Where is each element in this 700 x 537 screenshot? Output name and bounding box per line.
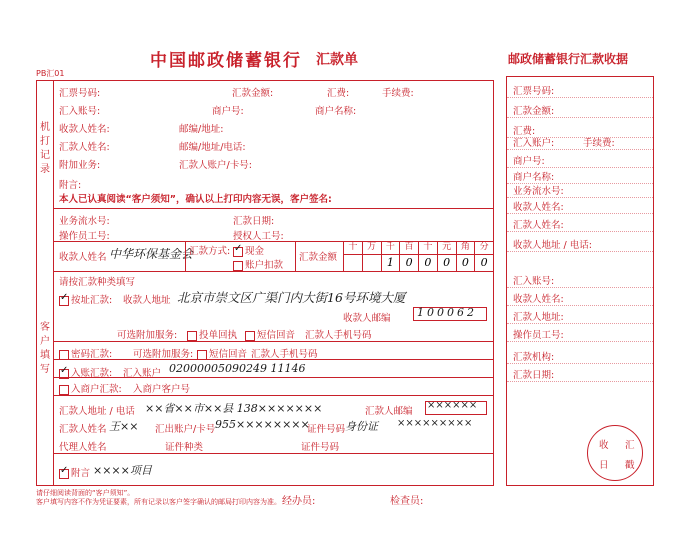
- date-stamp: [587, 425, 643, 481]
- receipt-field-label: 汇票号码:: [513, 86, 555, 97]
- receipt-field-line: [507, 251, 653, 252]
- digit-header: 十: [344, 241, 362, 255]
- receipt-field-line: [507, 231, 653, 232]
- digit-cell[interactable]: [399, 241, 418, 271]
- receipt-field-label: 汇款人姓名:: [513, 220, 564, 231]
- receipt-field-line: [507, 97, 653, 98]
- method-cash[interactable]: ✓ 现金: [233, 243, 264, 257]
- agent-id-type-label: 证件种类: [165, 442, 204, 453]
- receipt-field-line: [507, 341, 653, 342]
- digit-header: 元: [438, 241, 456, 255]
- digit-header: 万: [363, 241, 381, 255]
- receipt-field-line: [507, 117, 653, 118]
- footer-note2: 客户填写内容不作为凭证要素，所有记录以客户签字确认的邮局打印内容为准。: [36, 498, 281, 506]
- sender-name-field-label: 汇款人姓名: [59, 424, 107, 435]
- receipt-field-label: 业务流水号:: [513, 186, 564, 197]
- amount-label: 汇款金额:: [232, 88, 274, 99]
- receipt-title: 邮政储蓄银行汇款收据: [508, 52, 629, 66]
- stamp-text-4: 戳: [625, 460, 635, 471]
- checker-label: 检查员:: [390, 496, 424, 507]
- extra2-phone-label: 汇款人手机号码: [251, 349, 318, 360]
- sender-addr-field-label: 汇款人地址 / 电话: [59, 406, 135, 417]
- confirm-text: 本人已认真阅读“客户须知”，确认以上打印内容无误，客户签名:: [59, 194, 332, 205]
- merchant-name-label: 商户名称:: [315, 106, 357, 117]
- receipt-field-line: [507, 167, 653, 168]
- receipt-panel: [506, 76, 654, 486]
- sender-name-label: 汇款人姓名:: [59, 142, 110, 153]
- operator-label: 操作员工号:: [59, 231, 110, 242]
- payee-label: 收款人姓名: [59, 252, 107, 263]
- method-account[interactable]: 账户扣款: [233, 257, 283, 271]
- digit-cell[interactable]: [418, 241, 437, 271]
- digit-cell[interactable]: [456, 241, 475, 271]
- zip-label: 收款人邮编: [343, 313, 391, 324]
- sender-addr-label: 邮编/地址/电话:: [179, 142, 246, 153]
- addr-remit-check[interactable]: ✓按址汇款:: [59, 292, 112, 306]
- receipt-field-label: 收款人姓名:: [513, 202, 564, 213]
- bank-title: 中国邮政储蓄银行: [150, 51, 302, 71]
- digit-header: 百: [400, 241, 418, 255]
- receipt-field-label: 汇入账号:: [513, 276, 555, 287]
- sender-addr-value: ××省××市××县 138×××××××: [145, 402, 323, 415]
- receipt-field-label: 商户号:: [513, 156, 545, 167]
- receipt-field-line: [507, 381, 653, 382]
- payee-value: 中华环保基金会: [109, 247, 194, 261]
- sender-zip-label: 汇款人邮编: [365, 406, 413, 417]
- receipt-field-line: [507, 363, 653, 364]
- footer-note1: 请仔细阅读背面的“客户须知”。: [36, 489, 135, 497]
- receipt-field-label: 汇款人地址:: [513, 312, 564, 323]
- id-no-field-label: 证件号码: [307, 424, 346, 435]
- id-no-value: ×××××××××: [397, 418, 473, 429]
- digit-value: 0: [480, 256, 488, 269]
- password-remit[interactable]: 密码汇款:: [59, 346, 112, 360]
- extra1-receipt[interactable]: 投单回执: [187, 327, 237, 341]
- merchant-remit-check[interactable]: 入商户汇款:: [59, 381, 122, 395]
- receipt-field-label: 汇入账户:: [513, 138, 555, 149]
- amount-field-label: 汇款金额: [299, 252, 338, 263]
- handling-fee-label: 手续费:: [382, 88, 414, 99]
- stamp-text-2: 汇: [625, 440, 635, 451]
- draft-no-label: 汇票号码:: [59, 88, 101, 99]
- stamp-text-1: 收: [599, 440, 609, 451]
- digit-cell[interactable]: [381, 241, 400, 271]
- digit-cell[interactable]: [474, 241, 493, 271]
- sender-card-field-label: 汇出账户/卡号: [155, 424, 216, 435]
- digit-cell[interactable]: [437, 241, 456, 271]
- extra1-sms[interactable]: 短信回音: [245, 327, 295, 341]
- sender-name-value: 王××: [109, 420, 139, 433]
- type-instruction: 请按汇款种类填写: [59, 277, 136, 288]
- authorizer-label: 授权人工号:: [233, 231, 284, 242]
- sender-card-value: 955××××××××: [215, 418, 310, 431]
- extra1-phone-label: 汇款人手机号码: [305, 330, 372, 341]
- receipt-field-label: 收款人地址 / 电话:: [513, 240, 592, 251]
- receipt-handling-fee-label: 手续费:: [583, 138, 615, 149]
- digit-header: 十: [419, 241, 437, 255]
- serial-no-label: 业务流水号:: [59, 216, 110, 227]
- receipt-field-line: [507, 305, 653, 306]
- amount-digits: [343, 241, 493, 271]
- receipt-field-line: [507, 149, 653, 150]
- account-remit-check[interactable]: ✓入账汇款:: [59, 365, 112, 379]
- receipt-field-label: 汇款金额:: [513, 106, 555, 117]
- digit-value: 0: [461, 256, 469, 269]
- memo-value: ××××项目: [93, 464, 152, 477]
- digit-value: 1: [386, 256, 394, 269]
- account-no-label: 汇入账户: [123, 368, 162, 379]
- agent-id-no-label: 证件号码: [301, 442, 340, 453]
- digit-header: 千: [382, 241, 400, 255]
- extra2-sms[interactable]: 短信回音: [197, 346, 247, 360]
- receipt-field-label: 汇款机构:: [513, 352, 555, 363]
- extra-service-label: 附加业务:: [59, 160, 101, 171]
- addr-value: 北京市崇文区广渠门内大街16号环境大厦: [177, 290, 406, 305]
- sender-card-label: 汇款人账户/卡号:: [179, 160, 252, 171]
- digit-value: 0: [424, 256, 432, 269]
- receipt-field-label: 商户名称:: [513, 172, 555, 183]
- receipt-field-label: 汇费:: [513, 126, 536, 137]
- account-no-value: 02000005090249 11146: [169, 362, 306, 375]
- zip-value: 100062: [417, 306, 477, 319]
- remit-date-label: 汇款日期:: [233, 216, 275, 227]
- sender-zip-value: ××××××: [427, 400, 478, 411]
- note-label: 附言:: [59, 180, 82, 191]
- receipt-field-line: [507, 323, 653, 324]
- extra2-label: 可选附加服务:: [133, 349, 194, 360]
- method-label: 汇款方式:: [189, 246, 231, 257]
- digit-cell[interactable]: [343, 241, 362, 271]
- receipt-field-line: [507, 287, 653, 288]
- receipt-field-label: 收款人姓名:: [513, 294, 564, 305]
- machine-side-label: 机 打 记 录: [40, 122, 50, 175]
- receipt-field-line: [507, 197, 653, 198]
- agent-label: 代理人姓名: [59, 442, 107, 453]
- stamp-text-3: 日: [599, 460, 609, 471]
- receipt-field-label: 操作员工号:: [513, 330, 564, 341]
- digit-header: 角: [457, 241, 475, 255]
- digit-value: 0: [443, 256, 451, 269]
- form-name: 汇款单: [316, 52, 358, 68]
- id-type-value: 身份证: [345, 420, 378, 433]
- digit-cell[interactable]: [362, 241, 381, 271]
- receipt-field-label: 汇款日期:: [513, 370, 555, 381]
- extra1-label: 可选附加服务:: [117, 330, 178, 341]
- addr-payee-label: 收款人地址: [123, 295, 171, 306]
- digit-value: 0: [405, 256, 413, 269]
- memo-check[interactable]: ✓附言: [59, 465, 90, 479]
- payee-addr-label: 邮编/地址:: [179, 124, 224, 135]
- receipt-field-line: [507, 213, 653, 214]
- fee-label: 汇费:: [327, 88, 350, 99]
- merchant-no-label: 商户号:: [212, 106, 244, 117]
- payee-name-label: 收款人姓名:: [59, 124, 110, 135]
- merchant-no-label2: 入商户客户号: [133, 384, 191, 395]
- remittance-form: [36, 80, 494, 486]
- customer-side-label: 客 户 填 写: [40, 322, 50, 375]
- handler-label: 经办员:: [282, 496, 316, 507]
- digit-header: 分: [475, 241, 493, 255]
- in-account-label: 汇入账号:: [59, 106, 101, 117]
- form-code: PB汇01: [36, 69, 65, 78]
